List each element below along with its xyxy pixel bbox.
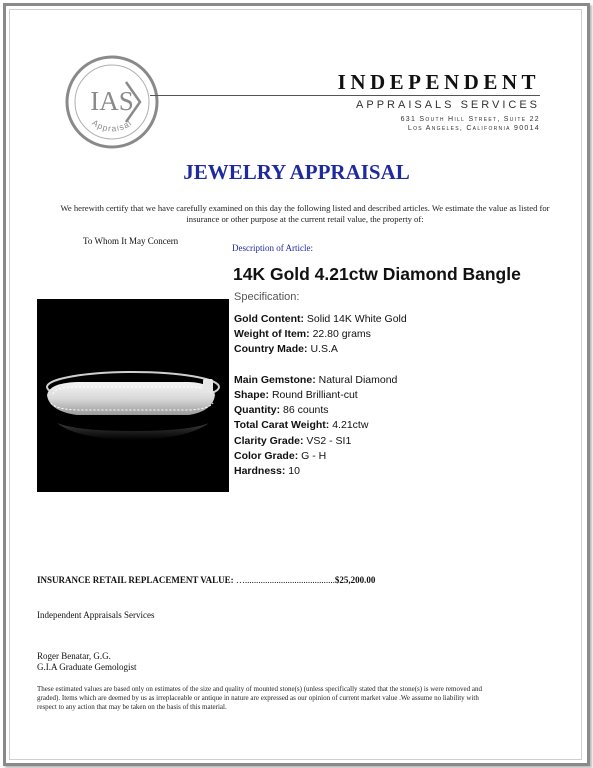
- document-title: JEWELRY APPRAISAL: [183, 160, 410, 184]
- company-subtitle: APPRAISALS SERVICES: [356, 99, 540, 111]
- header-rule: [150, 95, 540, 96]
- spec-row-gold-content: Gold Content: Solid 14K White Gold: [234, 313, 407, 325]
- spec-label: Clarity Grade: [234, 435, 300, 447]
- spec-value: 4.21ctw: [332, 419, 369, 431]
- spec-label: Country Made: [234, 343, 305, 355]
- spec-label: Color Grade: [234, 450, 295, 462]
- specification-label: Specification:: [234, 291, 300, 303]
- spec-row-country: Country Made: U.S.A: [234, 343, 338, 355]
- signer-title: G.I.A Graduate Gemologist: [37, 662, 137, 672]
- spec-label: Hardness: [234, 465, 282, 477]
- address-line-1: 631 South Hill Street, Suite 22: [400, 116, 540, 123]
- spec-value: 10: [288, 465, 300, 477]
- spec-row-shape: Shape: Round Brilliant-cut: [234, 389, 358, 401]
- logo-arc-text: Appraisal: [90, 117, 134, 134]
- spec-row-clarity: Clarity Grade: VS2 - SI1: [234, 435, 352, 447]
- disclaimer-text: These estimated values are based only on estimates of the size and quality of mounted stone(s) (unless specifically stated that the stone(s) is were removed and graded). Items which are deemed by us as irreplaceable or antique in nature are expressed as our opinion of current market value .We assume no liability with respect to any action that may be taken on the basis of this material.: [37, 685, 482, 712]
- bangle-photo: [37, 299, 229, 492]
- spec-row-quantity: Quantity: 86 counts: [234, 404, 329, 416]
- spec-value: Round Brilliant-cut: [271, 389, 358, 401]
- spec-value: 22.80 grams: [312, 328, 371, 340]
- company-name: INDEPENDENT: [337, 70, 540, 94]
- value-amount: $25,200.00: [334, 575, 376, 585]
- spec-row-carat-weight: Total Carat Weight: 4.21ctw: [234, 419, 369, 431]
- logo-letters: IAS: [90, 86, 134, 116]
- spec-value: Natural Diamond: [318, 374, 398, 386]
- spec-label: Gold Content: [234, 313, 301, 325]
- address-line-2: Los Angeles, California 90014: [407, 125, 540, 132]
- spec-label: Total Carat Weight: [234, 419, 326, 431]
- spec-row-weight: Weight of Item: 22.80 grams: [234, 328, 371, 340]
- spec-row-hardness: Hardness: 10: [234, 465, 300, 477]
- spec-value: 86 counts: [283, 404, 329, 416]
- spec-label: Weight of Item: [234, 328, 307, 340]
- description-label: Description of Article:: [232, 243, 313, 253]
- spec-value: VS2 - SI1: [306, 435, 352, 447]
- spec-label: Shape: [234, 389, 266, 401]
- signer-name: Roger Benatar, G.G.: [37, 651, 111, 661]
- item-title: 14K Gold 4.21ctw Diamond Bangle: [233, 264, 521, 284]
- spec-row-main-gemstone: Main Gemstone: Natural Diamond: [234, 374, 398, 386]
- value-dots: …........................................: [235, 575, 335, 585]
- footer-company: Independent Appraisals Services: [37, 610, 155, 620]
- spec-value: G - H: [301, 450, 327, 462]
- property-owner: To Whom It May Concern: [83, 236, 179, 246]
- spec-value: U.S.A: [310, 343, 338, 355]
- spec-label: Main Gemstone: [234, 374, 313, 386]
- spec-value: Solid 14K White Gold: [306, 313, 407, 325]
- svg-text:Appraisal: [90, 117, 134, 133]
- value-label: INSURANCE RETAIL REPLACEMENT VALUE:: [37, 575, 234, 585]
- replacement-value-row: [37, 575, 375, 585]
- ias-logo: [64, 54, 160, 155]
- certification-text: We herewith certify that we have carefully examined on this day the following listed and described articles. We estimate the value as listed for insurance or other purpose at the current retail value, the property of:: [60, 203, 550, 224]
- spec-row-color: Color Grade: G - H: [234, 450, 327, 462]
- spec-label: Quantity: [234, 404, 277, 416]
